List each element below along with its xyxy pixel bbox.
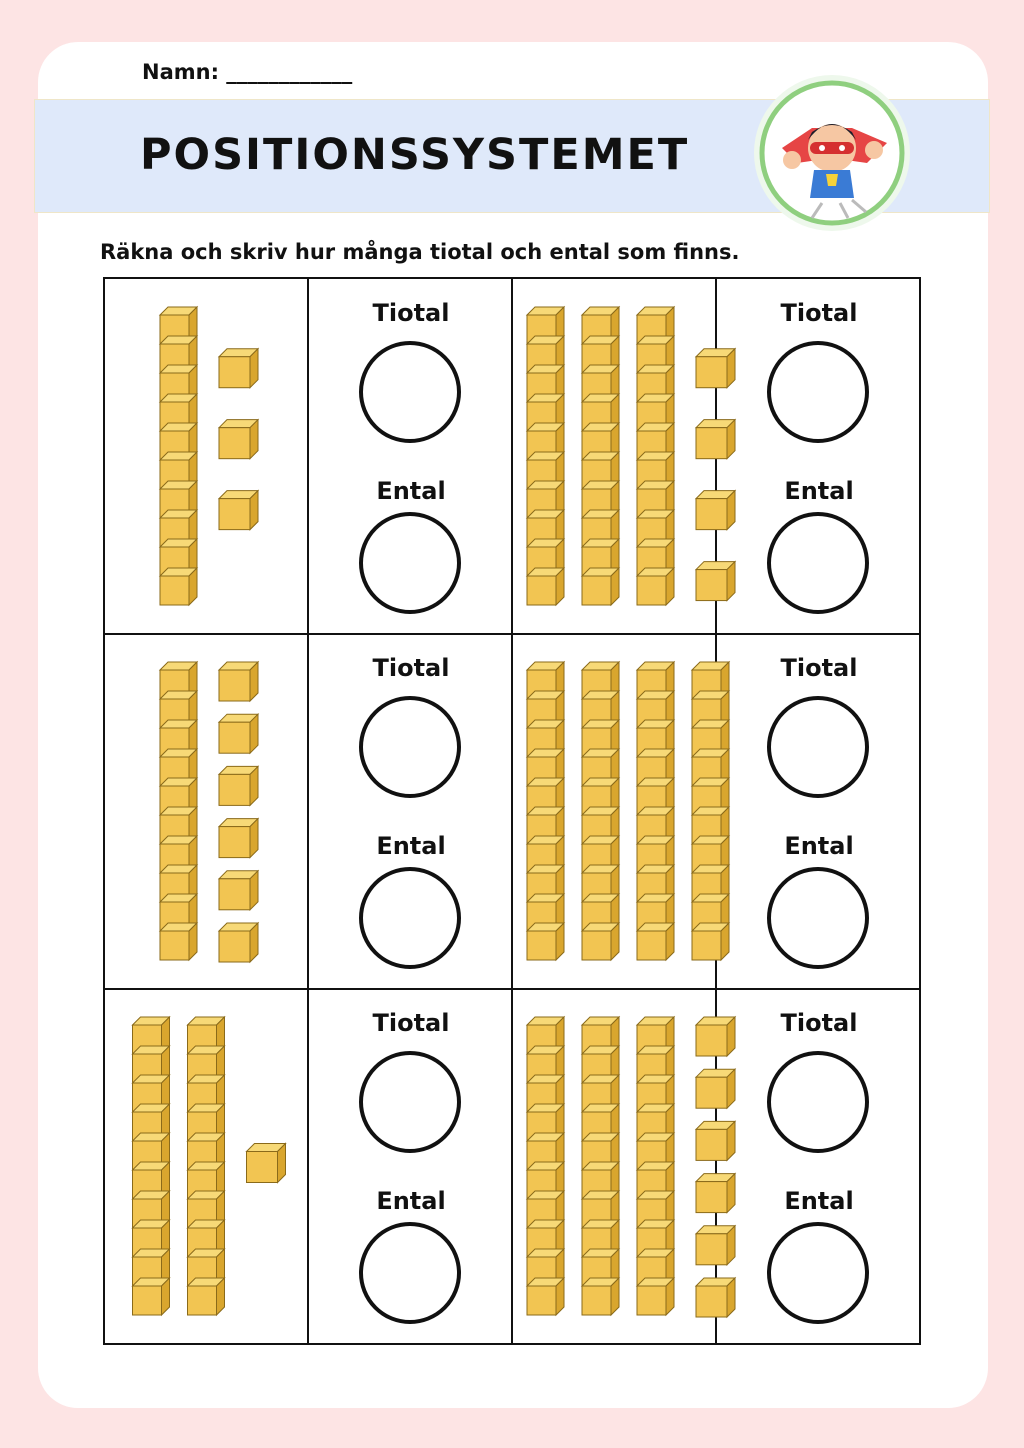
exercise-6-blocks — [527, 1017, 735, 1317]
ten-rod — [160, 307, 197, 605]
tens-answer-circle[interactable] — [359, 1051, 461, 1153]
ones-label: Ental — [784, 477, 854, 505]
ten-rod — [582, 307, 619, 605]
exercise-3-blocks — [160, 662, 258, 962]
unit-cube — [219, 923, 258, 962]
ones-label: Ental — [376, 477, 446, 505]
unit-cube — [696, 349, 735, 388]
ones-answer-circle[interactable] — [359, 1222, 461, 1324]
ten-rod — [637, 662, 674, 960]
exercise-5-blocks — [133, 1017, 286, 1315]
exercise-1-blocks — [160, 307, 258, 605]
name-field-label: Namn: ____________ — [142, 60, 353, 84]
unit-cube — [696, 1278, 735, 1317]
tens-label: Tiotal — [372, 654, 450, 682]
ones-label: Ental — [376, 832, 446, 860]
tens-answer-circle[interactable] — [767, 341, 869, 443]
ones-answer-circle[interactable] — [767, 1222, 869, 1324]
unit-cube — [219, 420, 258, 459]
tens-label: Tiotal — [780, 1009, 858, 1037]
unit-cube — [219, 491, 258, 530]
ten-rod — [527, 1017, 564, 1315]
ten-rod — [527, 307, 564, 605]
unit-cube — [247, 1144, 286, 1183]
unit-cube — [696, 1069, 735, 1108]
unit-cube — [219, 871, 258, 910]
ones-answer-circle[interactable] — [359, 512, 461, 614]
ones-label: Ental — [784, 832, 854, 860]
ten-rod — [160, 662, 197, 960]
page-title: POSITIONSSYSTEMET — [140, 130, 690, 180]
tens-label: Tiotal — [372, 299, 450, 327]
ten-rod — [188, 1017, 225, 1315]
unit-cube — [219, 349, 258, 388]
tens-answer-circle[interactable] — [767, 696, 869, 798]
exercise-2-blocks — [527, 307, 735, 605]
ones-answer-circle[interactable] — [359, 867, 461, 969]
tens-answer-circle[interactable] — [359, 341, 461, 443]
ones-label: Ental — [376, 1187, 446, 1215]
ten-rod — [637, 1017, 674, 1315]
exercise-4-blocks — [527, 662, 729, 960]
unit-cube — [219, 766, 258, 805]
ten-rod — [527, 662, 564, 960]
unit-cube — [696, 1121, 735, 1160]
unit-cube — [696, 420, 735, 459]
tens-answer-circle[interactable] — [359, 696, 461, 798]
tens-label: Tiotal — [780, 654, 858, 682]
instruction-text: Räkna och skriv hur många tiotal och ental som finns. — [100, 240, 740, 264]
ones-label: Ental — [784, 1187, 854, 1215]
unit-cube — [696, 562, 735, 601]
unit-cube — [219, 662, 258, 701]
ones-answer-circle[interactable] — [767, 512, 869, 614]
ones-answer-circle[interactable] — [767, 867, 869, 969]
tens-label: Tiotal — [372, 1009, 450, 1037]
unit-cube — [219, 714, 258, 753]
ten-rod — [582, 1017, 619, 1315]
ten-rod — [582, 662, 619, 960]
unit-cube — [696, 1226, 735, 1265]
unit-cube — [219, 819, 258, 858]
ten-rod — [637, 307, 674, 605]
ten-rod — [133, 1017, 170, 1315]
tens-answer-circle[interactable] — [767, 1051, 869, 1153]
tens-label: Tiotal — [780, 299, 858, 327]
ten-rod — [692, 662, 729, 960]
